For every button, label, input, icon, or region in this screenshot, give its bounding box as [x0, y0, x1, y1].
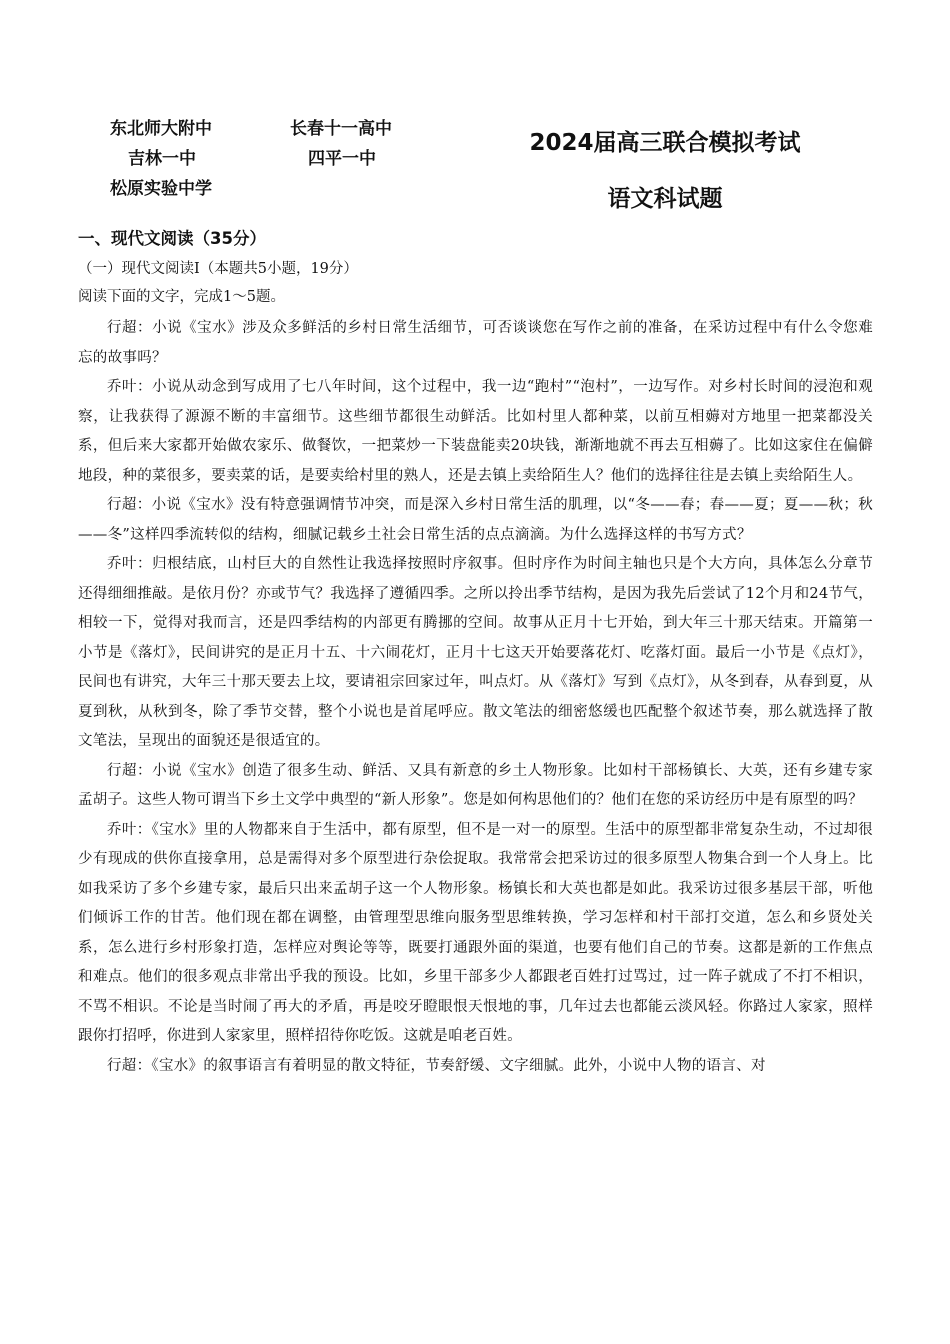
school-name: 长春十一高中	[290, 119, 392, 139]
exam-header	[0, 0, 950, 220]
interview-paragraph: 行超：《宝水》的叙事语言有着明显的散文特征，节奏舒缓、文字细腻。此外，小说中人物的语言、对	[107, 1057, 766, 1074]
subsection-heading: （一）现代文阅读Ⅰ（本题共5小题，19分）	[78, 261, 358, 277]
section-heading: 一、现代文阅读（35分）	[78, 229, 266, 248]
school-name: 四平一中	[308, 149, 376, 169]
exam-title: 2024届高三联合模拟考试	[529, 130, 801, 156]
interview-paragraph: 行超：小说《宝水》涉及众多鲜活的乡村日常生活细节，可否谈谈您在写作之前的准备，在采访过程中有什么令您难忘的故事吗？	[78, 320, 873, 366]
school-name: 东北师大附中	[110, 119, 212, 139]
interview-paragraph: 行超：小说《宝水》没有特意强调情节冲突，而是深入乡村日常生活的肌理，以“冬——春；春——夏；夏——秋；秋——冬”这样四季流转似的结构，细腻记载乡土社会日常生活的点点滴滴。为什么选择这样的书写方式？	[78, 497, 873, 543]
interview-paragraph: 乔叶：归根结底，山村巨大的自然性让我选择按照时序叙事。但时序作为时间主轴也只是个大方向，具体怎么分章节还得细细推敲。是依月份？亦或节气？我选择了遵循四季。之所以拎出季节结构，是因为我先后尝试了12个月和24节气，相较一下，觉得对我而言，还是四季结构的内部更有腾挪的空间。故事从正月十七开始，到大年三十那天结束。开篇第一小节是《落灯》，民间讲究的是正月十五、十六闹花灯，正月十七这天开始要落花灯、吃落灯面。最后一小节是《点灯》，民间也有讲究，大年三十那天要去上坟，要请祖宗回家过年，叫点灯。从《落灯》写到《点灯》，从冬到春，从春到夏，从夏到秋，从秋到冬，除了季节交替，整个小说也是首尾呼应。散文笔法的细密悠缓也匹配整个叙述节奏，那么就选择了散文笔法，呈现出的面貌还是很适宜的。	[78, 556, 873, 749]
school-name: 松原实验中学	[110, 179, 212, 199]
subject-title: 语文科试题	[607, 186, 723, 212]
reading-passage	[78, 314, 873, 1334]
school-name: 吉林一中	[128, 149, 196, 169]
interview-paragraph: 乔叶：《宝水》里的人物都来自于生活中，都有原型，但不是一对一的原型。生活中的原型都非常复杂生动，不过却很少有现成的供你直接拿用，总是需得对多个原型进行杂侩捉取。我常常会把采访过的很多原型人物集合到一个人身上。比如我采访了多个乡建专家，最后只出来孟胡子这一个人物形象。杨镇长和大英也都是如此。我采访过很多基层干部，听他们倾诉工作的甘苦。他们现在都在调整，由管理型思维向服务型思维转换，学习怎样和村干部打交道，怎么和乡贤处关系，怎么进行乡村形象打造，怎样应对舆论等等，既要打通跟外面的渠道，也要有他们自己的节奏。这都是新的工作焦点和难点。他们的很多观点非常出乎我的预设。比如，乡里干部多少人都跟老百姓打过骂过，过一阵子就成了不打不相识，不骂不相识。不论是当时闹了再大的矛盾，再是咬牙瞪眼恨天恨地的事，几年过去也都能云淡风轻。你路过人家家，照样跟你打招呼，你进到人家家里，照样招待你吃饭。这就是咱老百姓。	[78, 821, 873, 1044]
reading-instruction: 阅读下面的文字，完成1～5题。	[78, 289, 285, 305]
interview-paragraph: 乔叶：小说从动念到写成用了七八年时间，这个过程中，我一边“跑村”“泡村”，一边写作。对乡村长时间的浸泡和观察，让我获得了源源不断的丰富细节。这些细节都很生动鲜活。比如村里人都种菜，以前互相薅对方地里一把菜都没关系，但后来大家都开始做农家乐、做餐饮，一把菜炒一下装盘能卖20块钱，渐渐地就不再去互相薅了。比如这家住在偏僻地段，种的菜很多，要卖菜的话，是要卖给村里的熟人，还是去镇上卖给陌生人？他们的选择往往是去镇上卖给陌生人。	[78, 379, 873, 484]
interview-paragraph: 行超：小说《宝水》创造了很多生动、鲜活、又具有新意的乡土人物形象。比如村干部杨镇长、大英，还有乡建专家孟胡子。这些人物可谓当下乡土文学中典型的“新人形象”。您是如何构思他们的？他们在您的采访经历中是有原型的吗？	[78, 762, 873, 808]
